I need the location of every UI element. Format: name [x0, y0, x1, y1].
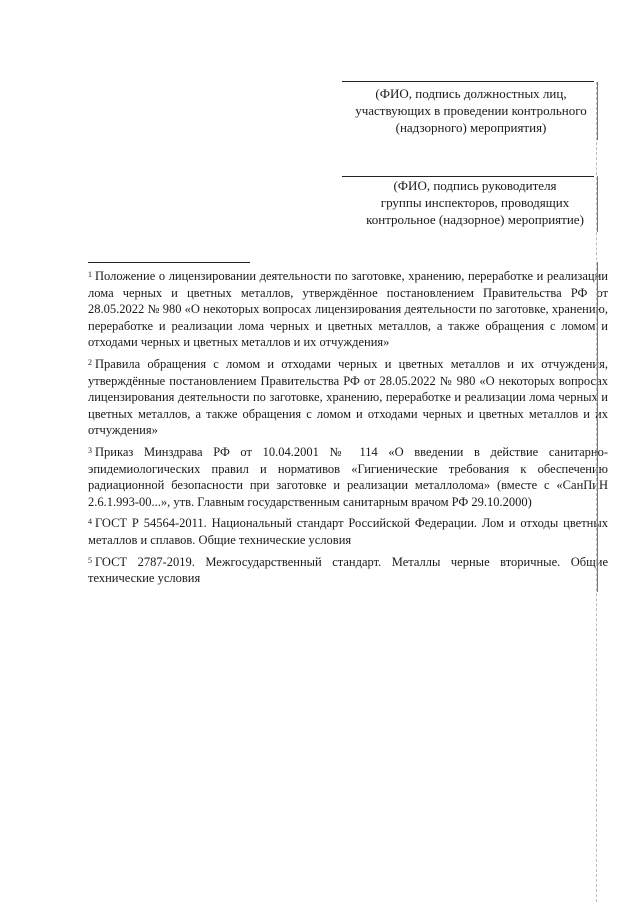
footnote-text: ГОСТ 2787-2019. Межгосударственный стандарт. Металлы черные вторичные. Общие технические условия — [88, 554, 608, 586]
footnote-5 — [88, 554, 608, 587]
scan-edge-mark — [597, 262, 598, 592]
scan-edge-mark — [597, 82, 598, 140]
footnote-2 — [88, 356, 608, 439]
caption-line: (ФИО, подпись руководителя — [393, 178, 557, 193]
caption-line: группы инспекторов, проводящих — [380, 195, 570, 210]
caption-line: (ФИО, подпись должностных лиц, — [375, 86, 567, 101]
footnote-1 — [88, 268, 608, 351]
footnote-mark: 1 — [88, 270, 92, 279]
footnote-text: Правила обращения с ломом и отходами черных и цветных металлов и их отчуждения, утверждённые постановлением Правительства РФ от 28.05.2022 № 980 «О некоторых вопросах лицензирования деятельности по заготовке, хранению, переработке и реализации лома черных и цветных металлов, а также обращения с ломом и отходами черных и цветных металлов и их отчуждения» — [88, 356, 608, 438]
signature-caption-officials — [338, 85, 604, 136]
footnote-mark: 4 — [88, 517, 92, 527]
footnote-mark: 2 — [88, 357, 92, 367]
footnote-mark: 5 — [88, 555, 92, 565]
footnotes-section — [88, 268, 608, 592]
scan-edge-mark — [597, 176, 598, 232]
footnote-text: Приказ Минздрава РФ от 10.04.2001 № 114 «О введении в действие санитарно-эпидемиологических правил и нормативов «Гигиенические требования к обеспечению радиационной безопасности при заготовке и реализации металлолома» (вместе с «СанПиН 2.6.1.993-00...», утв. Главным государственным санитарным врачом РФ 29.10.2000) — [88, 444, 608, 509]
caption-line: участвующих в проведении контрольного — [355, 103, 587, 118]
signature-line-officials — [342, 81, 594, 82]
footnote-text: Положение о лицензировании деятельности по заготовке, хранению, переработке и реализации лома черных и цветных металлов, утверждённое постановлением Правительства РФ от 28.05.2022 № 980 «О некоторых вопросах лицензирования деятельности по заготовке, хранению, переработке и реализации лома черных и цветных металлов, а также обращения с ломом и отходами черных и цветных металлов и их отчуждения» — [88, 269, 608, 350]
caption-line: контрольное (надзорное) мероприятие) — [366, 212, 584, 227]
footnote-mark: 3 — [88, 445, 92, 455]
footnote-separator — [88, 262, 250, 263]
footnote-4 — [88, 515, 608, 548]
caption-line: (надзорного) мероприятия) — [395, 120, 547, 135]
footnote-3 — [88, 444, 608, 510]
footnote-text: ГОСТ Р 54564-2011. Национальный стандарт Российской Федерации. Лом и отходы цветных металлов и сплавов. Общие технические условия — [88, 516, 608, 547]
signature-caption-leader — [342, 177, 608, 228]
